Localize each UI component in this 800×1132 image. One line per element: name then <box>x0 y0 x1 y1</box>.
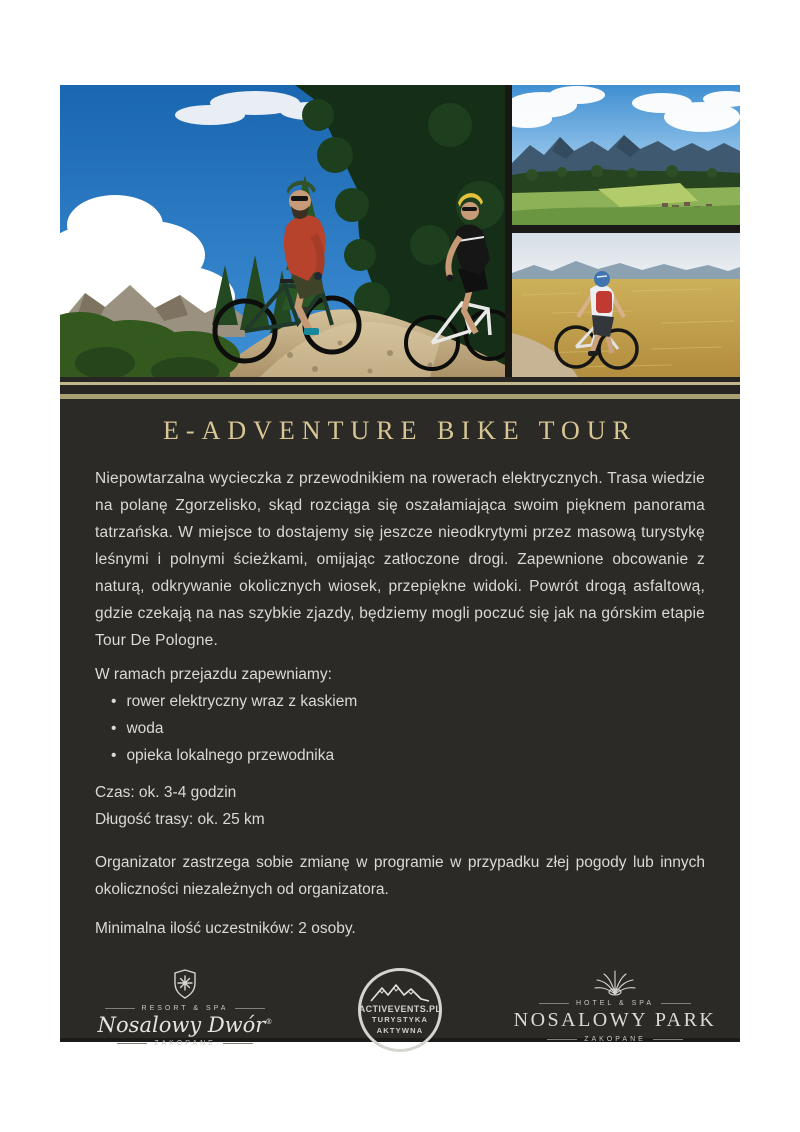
resort-spa-label: RESORT & SPA <box>141 1005 229 1012</box>
rule-line <box>117 1043 147 1044</box>
zakopane-label: ZAKOPANE <box>154 1040 216 1047</box>
zakopane-row <box>547 1036 683 1043</box>
logo-nosalowy-park <box>513 968 717 1043</box>
palmette-crown-icon <box>592 968 638 996</box>
list-item: • rower elektryczny wraz z kaskiem <box>111 688 705 715</box>
duration-text: Czas: ok. 3-4 godzin <box>95 784 237 801</box>
rule-line <box>539 1003 569 1004</box>
rule-line <box>661 1003 691 1004</box>
rule-line <box>105 1008 135 1009</box>
intro-paragraph: Niepowtarzalna wycieczka z przewodnikiem na rowerach elektrycznych. Trasa wiedzie na polanę Zgorzelisko, skąd rozciąga się oszałamiająca swoim pięknem panorama tatrzańska. W miejsce to dostajemy się jeszcze nieodkrytymi przez masową turystykę leśnymi i polnymi ścieżkami, omijając zatłoczone drogi. Zapewnione obcowanie z naturą, odkrywanie okolicznych wiosek, przepiękne widoki. Powrót drogą asfaltową, gdzie czekają na nas szybkie zjazdy, będziemy mogli poczuć się jak na górskim etapie Tour De Pologne. <box>95 470 705 649</box>
included-list <box>95 688 705 769</box>
resort-spa-row <box>105 1005 266 1012</box>
flyer-content <box>60 85 740 1047</box>
photo-meadow-rider <box>512 233 740 377</box>
photo-column-right <box>512 85 740 377</box>
gold-divider <box>60 377 740 399</box>
rule-line <box>653 1039 683 1040</box>
nosalowy-park-name: NOSALOWY PARK <box>513 1009 717 1031</box>
rule-line <box>547 1039 577 1040</box>
list-item: • opieka lokalnego przewodnika <box>111 742 705 769</box>
rule-line <box>235 1008 265 1009</box>
hotel-spa-label: HOTEL & SPA <box>575 1000 655 1007</box>
list-intro: W ramach przejazdu zapewniamy: <box>95 666 332 683</box>
list-item: • woda <box>111 715 705 742</box>
partner-logos <box>95 968 717 1052</box>
mountains-icon <box>369 983 431 1003</box>
photo-tatra-panorama <box>512 85 740 225</box>
shield-edelweiss-icon <box>172 968 198 1000</box>
info-panel <box>60 399 740 1047</box>
registered-mark: ® <box>265 1018 273 1026</box>
hotel-spa-row <box>539 1000 691 1007</box>
logo-nosalowy-dwor <box>95 968 275 1047</box>
zakopane-label: ZAKOPANE <box>584 1036 646 1043</box>
distance-text: Długość trasy: ok. 25 km <box>95 811 265 828</box>
activevents-circle-badge <box>358 968 442 1052</box>
photo-bikers-trail <box>60 85 505 377</box>
activevents-name: ACTIVEVENTS.PL <box>358 1004 442 1015</box>
min-participants-text: Minimalna ilość uczestników: 2 osoby. <box>95 920 356 937</box>
logo-activevents <box>310 968 490 1052</box>
rule-line <box>223 1043 253 1044</box>
disclaimer-text: Organizator zastrzega sobie zmianę w programie w przypadku złej pogody lub innych okoliczności niezależnych od organizatora. <box>95 854 705 898</box>
page-title: E-ADVENTURE BIKE TOUR <box>163 416 637 445</box>
activevents-subtitle: TURYSTYKA AKTYWNA <box>371 1015 429 1035</box>
photo-collage <box>60 85 740 377</box>
zakopane-row <box>117 1040 253 1047</box>
nosalowy-dwor-name: Nosalowy Dwór® <box>97 1013 273 1037</box>
